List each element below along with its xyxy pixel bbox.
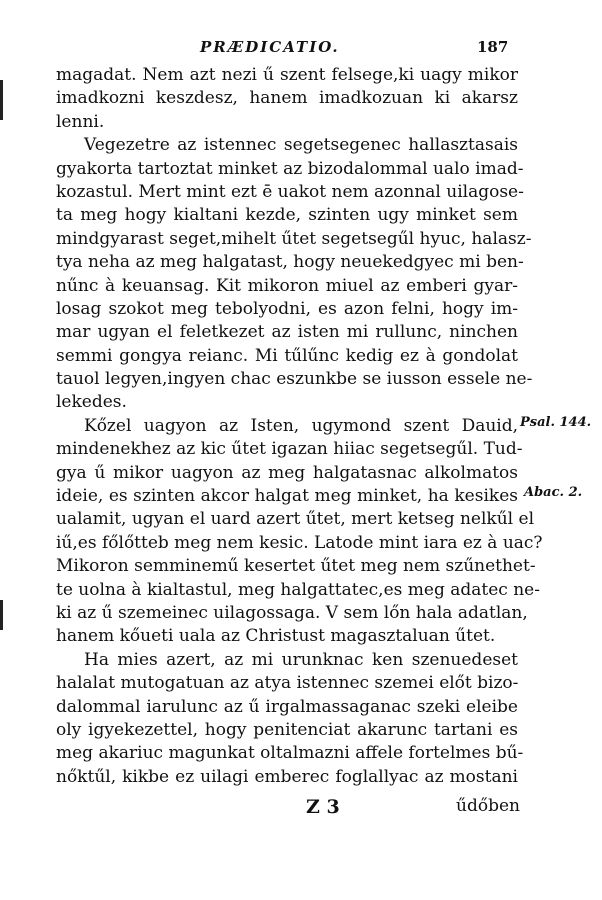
text-line: mindgyarast seget,mihelt űtet segetsegűl hyuc, halasz-: [56, 228, 532, 249]
text-line: lenni.: [56, 111, 105, 132]
text-line: ualamit, ugyan el uard azert űtet, mert ketseg nelkűl el: [56, 509, 535, 530]
text-line: ki az ű szemeinec uilagossaga. V sem lőn hala adatlan,: [56, 602, 528, 623]
text-line: tauol legyen,ingyen chac eszunkbe se iusson essele ne-: [56, 369, 533, 390]
text-line: dalommal iarulunc az ű irgalmassaganac szeki eleibe: [56, 696, 518, 717]
body-text: [56, 64, 543, 789]
page-footer: [0, 796, 602, 822]
signature-mark: Z 3: [306, 796, 340, 818]
text-line: gyakorta tartoztat minket az bizodalommal ualo imad-: [56, 158, 524, 179]
margin-note-psalm: Psal. 144.: [520, 415, 592, 430]
page-edge-mark: [0, 600, 3, 630]
text-line: halalat mutogatuan az atya istennec szemei előt bizo-: [56, 673, 519, 694]
text-line: oly igyekezettel, hogy penitenciat akarunc tartani es: [56, 719, 518, 740]
text-line: semmi gongya reianc. Mi tűlűnc kedig ez à gondolat: [56, 345, 518, 366]
page-number: 187: [477, 38, 509, 56]
text-line: losag szokot meg tebolyodni, es azon felni, hogy im-: [56, 298, 518, 319]
text-line: kozastul. Mert mint ezt ē uakot nem azonnal uilagose-: [56, 181, 524, 202]
text-line: tya neha az meg halgatast, hogy neuekedgyec mi ben-: [56, 252, 524, 273]
text-line: hanem kőueti uala az Christust magasztaluan űtet.: [56, 626, 496, 647]
page-header: [0, 38, 602, 60]
catchword: űdőben: [456, 796, 520, 816]
text-line: mar ugyan el feletkezet az isten mi rullunc, ninchen: [56, 322, 518, 343]
text-line: Kőzel uagyon az Isten, ugymond szent Dauid,: [84, 415, 518, 436]
text-line: nűnc à keuansag. Kit mikoron miuel az emberi gyar-: [56, 275, 518, 296]
text-line: magadat. Nem azt nezi ű szent felsege,ki uagy mikor: [56, 65, 518, 85]
text-line: Vegezetre az istennec segetsegenec hallasztasais: [84, 135, 518, 156]
running-title: PRÆDICATIO.: [200, 38, 340, 56]
text-line: ideie, es szinten akcor halgat meg minket, ha kesikes: [56, 486, 518, 507]
text-line: lekedes.: [56, 392, 127, 413]
text-line: meg akariuc magunkat oltalmazni affele fortelmes bű-: [56, 743, 524, 764]
text-line: ta meg hogy kialtani kezde, szinten ugy minket sem: [56, 205, 518, 226]
text-line: iű,es főlőtteb meg nem kesic. Latode mint iara ez à uac?: [56, 532, 543, 553]
page-edge-mark: [0, 80, 3, 120]
text-line: mindenekhez az kic űtet igazan hiiac segetsegűl. Tud-: [56, 439, 523, 460]
text-line: Mikoron semminemű kesertet űtet meg nem szűnethet-: [56, 556, 536, 577]
text-line: imadkozni keszdesz, hanem imadkozuan ki akarsz: [56, 88, 518, 109]
margin-note-abac: Abac. 2.: [524, 485, 583, 500]
text-line: gya ű mikor uagyon az meg halgatasnac alkolmatos: [56, 462, 518, 483]
text-line: Ha mies azert, az mi urunknac ken szenuedeset: [84, 649, 518, 670]
text-line: te uolna à kialtastul, meg halgattatec,es meg adatec ne-: [56, 579, 540, 600]
text-line: nőktűl, kikbe ez uilagi emberec foglallyac az mostani: [56, 766, 518, 787]
